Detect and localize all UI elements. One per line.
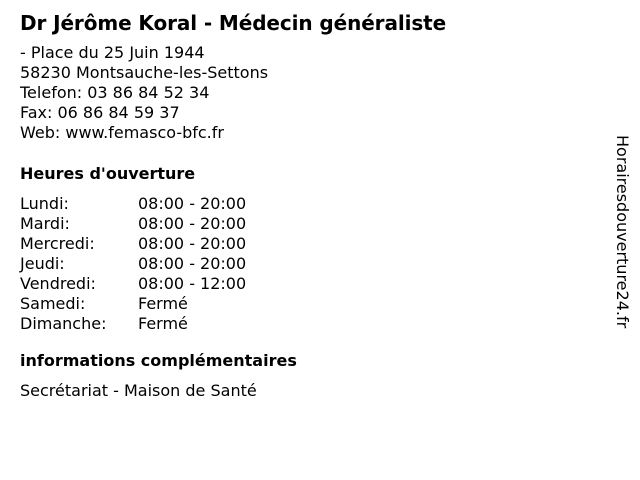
day-label: Jeudi: bbox=[20, 254, 65, 273]
day-label: Mardi: bbox=[20, 214, 70, 233]
hours-row-wednesday bbox=[20, 234, 600, 254]
phone-number: Telefon: 03 86 84 52 34 bbox=[20, 83, 210, 102]
additional-info-heading: informations complémentaires bbox=[20, 351, 297, 370]
day-hours: 08:00 - 20:00 bbox=[138, 234, 247, 253]
day-hours: 08:00 - 20:00 bbox=[138, 214, 247, 233]
day-hours: Fermé bbox=[138, 314, 188, 333]
hours-row-tuesday bbox=[20, 214, 600, 234]
practice-card bbox=[20, 10, 600, 401]
day-label: Samedi: bbox=[20, 294, 86, 313]
day-label: Lundi: bbox=[20, 194, 69, 213]
website-link[interactable]: Web: www.femasco-bfc.fr bbox=[20, 123, 224, 142]
city-address: 58230 Montsauche-les-Settons bbox=[20, 63, 269, 82]
additional-info-text: Secrétariat - Maison de Santé bbox=[20, 381, 257, 400]
fax-number: Fax: 06 86 84 59 37 bbox=[20, 103, 180, 122]
opening-hours-heading: Heures d'ouverture bbox=[20, 164, 196, 183]
page-title: Dr Jérôme Koral - Médecin généraliste bbox=[20, 11, 447, 35]
watermark bbox=[610, 135, 634, 375]
day-hours: Fermé bbox=[138, 294, 188, 313]
hours-row-thursday bbox=[20, 254, 600, 274]
street-address: - Place du 25 Juin 1944 bbox=[20, 43, 205, 62]
day-label: Mercredi: bbox=[20, 234, 95, 253]
hours-row-saturday bbox=[20, 294, 600, 314]
day-label: Vendredi: bbox=[20, 274, 96, 293]
hours-row-monday bbox=[20, 194, 600, 214]
day-hours: 08:00 - 20:00 bbox=[138, 194, 247, 213]
day-hours: 08:00 - 20:00 bbox=[138, 254, 247, 273]
day-label: Dimanche: bbox=[20, 314, 107, 333]
hours-row-sunday bbox=[20, 314, 600, 334]
opening-hours-table bbox=[20, 194, 600, 334]
address-block bbox=[20, 43, 600, 143]
watermark-text: Horairesdouverture24.fr bbox=[613, 135, 632, 329]
day-hours: 08:00 - 12:00 bbox=[138, 274, 247, 293]
hours-row-friday bbox=[20, 274, 600, 294]
